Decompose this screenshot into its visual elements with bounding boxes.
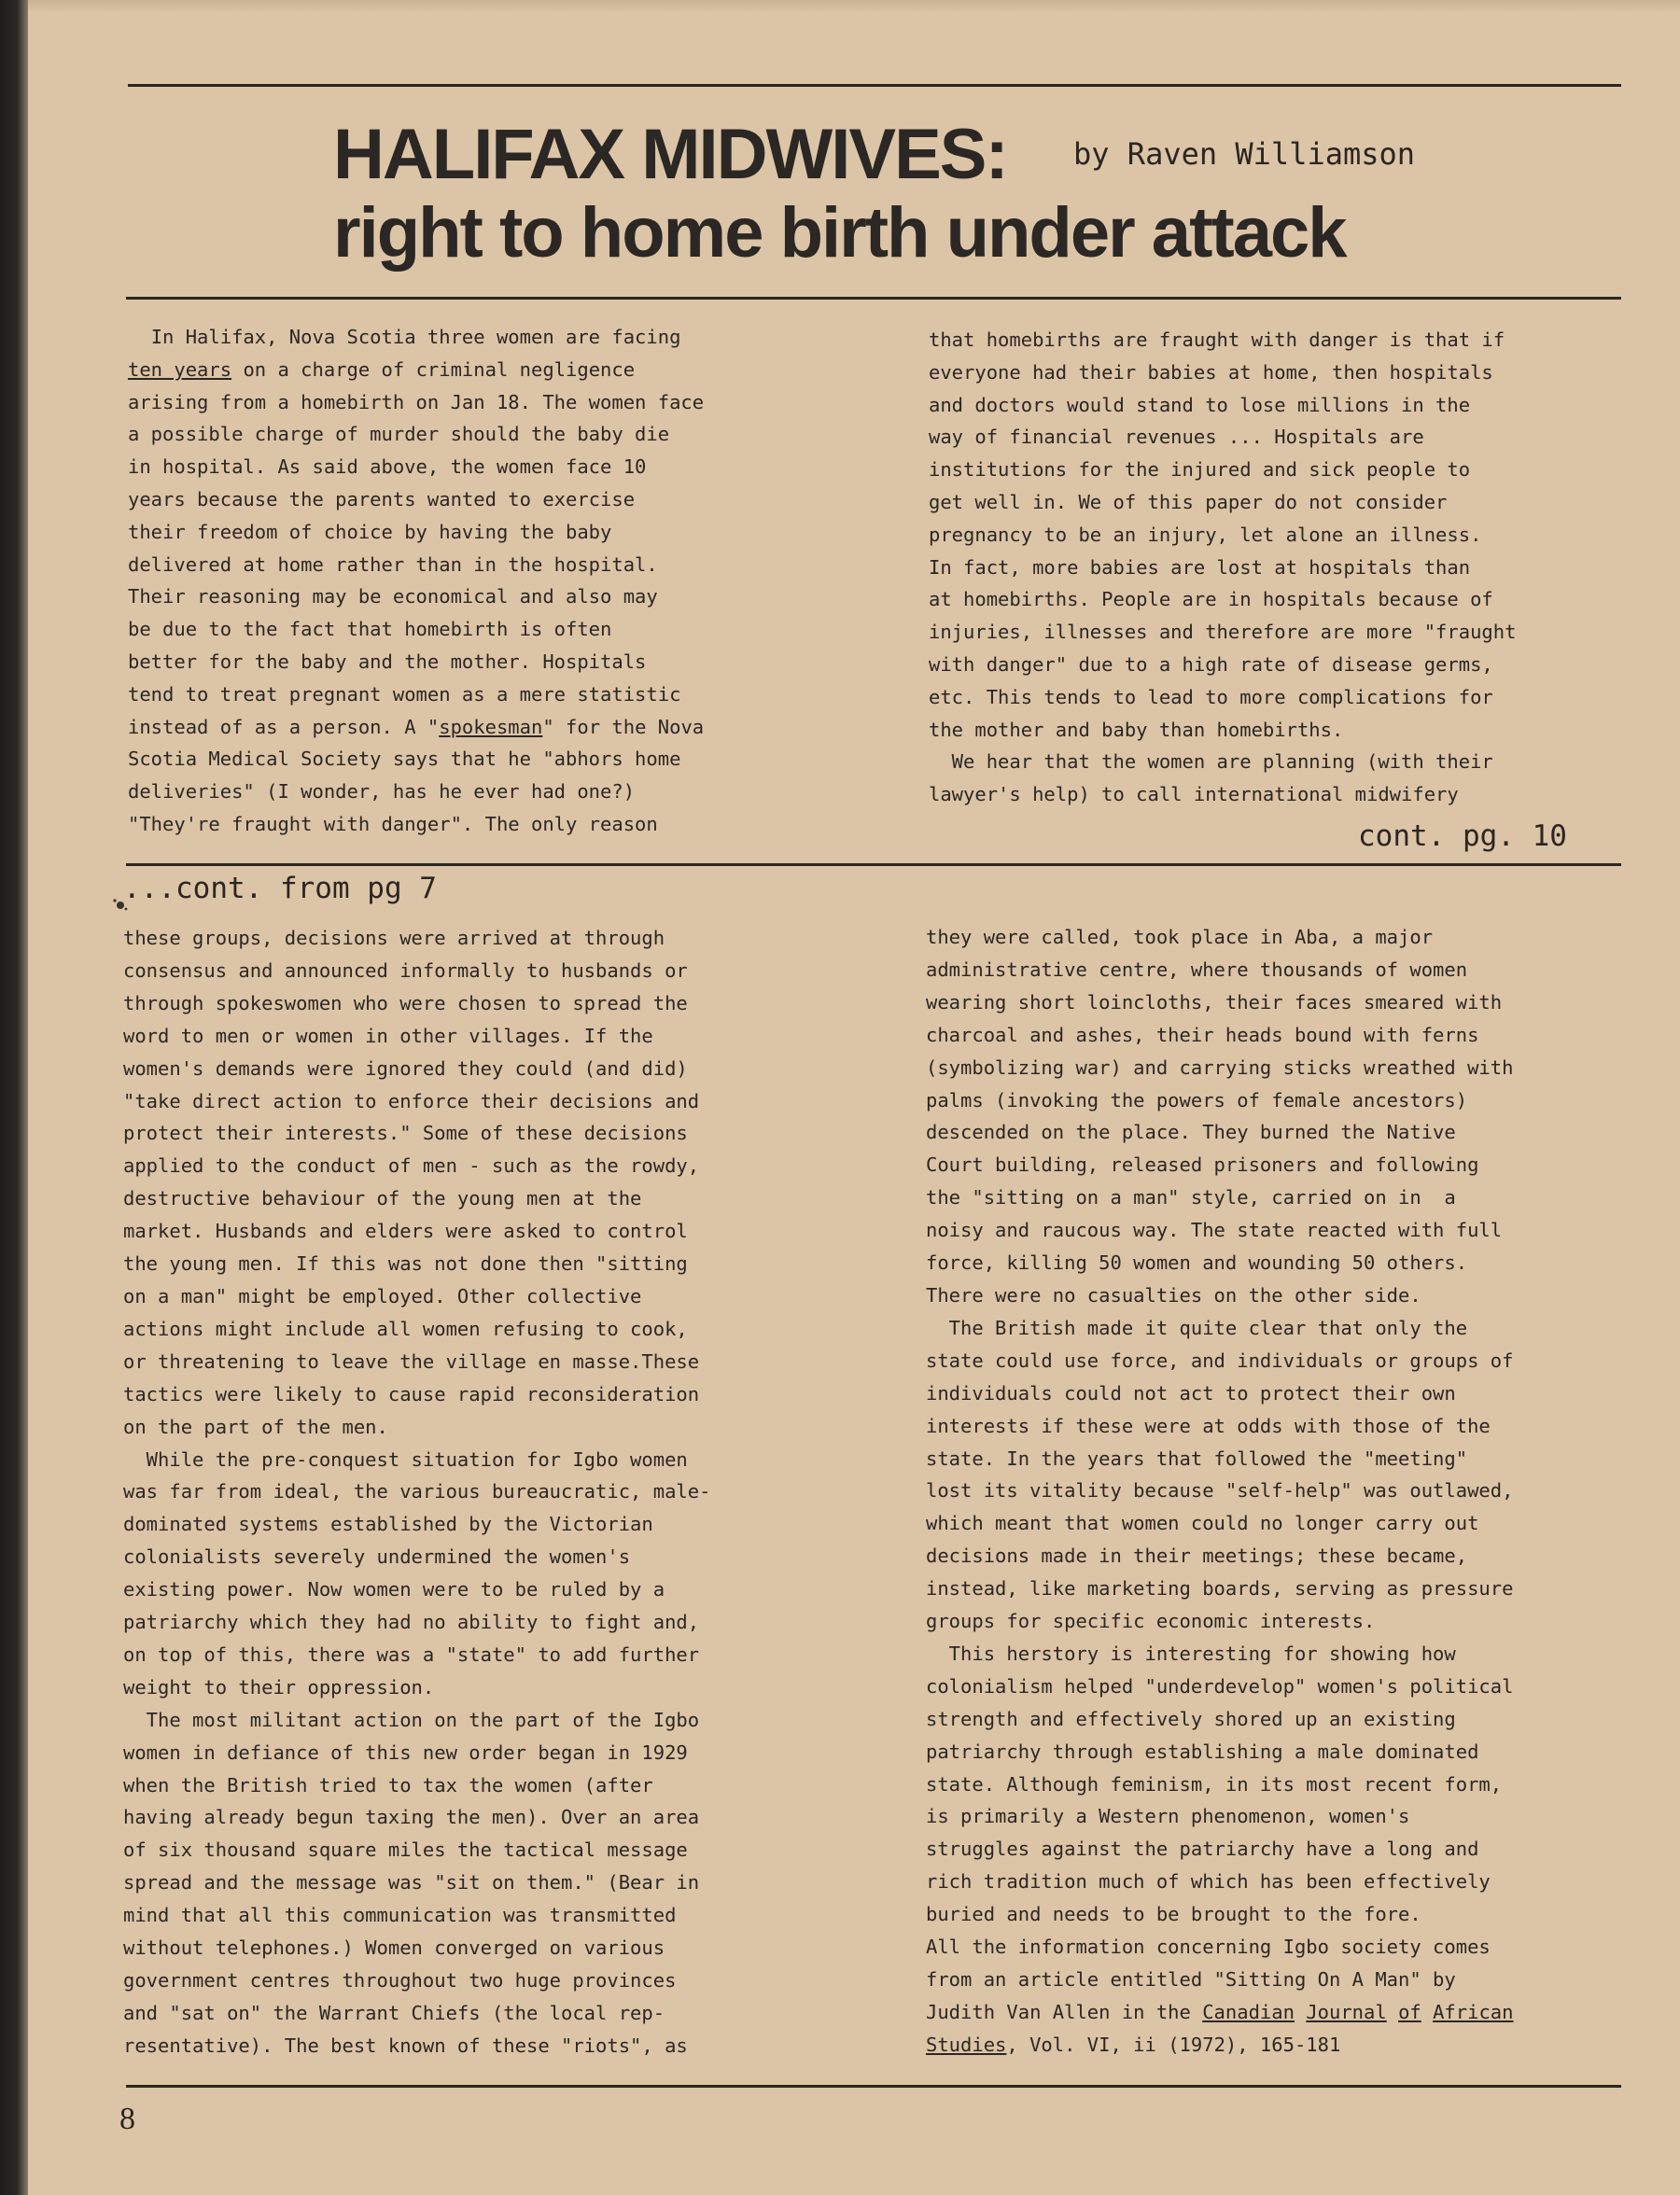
text-line: destructive behaviour of the young men at the xyxy=(123,1187,642,1210)
text-line: from an article entitled "Sitting On A Man" by xyxy=(926,1968,1456,1991)
text-line: deliveries" (I wonder, has he ever had one?) xyxy=(128,780,636,804)
citation-journal-word: Studies xyxy=(926,2033,1007,2056)
text-line: at homebirths. People are in hospitals because of xyxy=(929,588,1493,611)
text-line: in hospital. As said above, the women face 10 xyxy=(128,455,647,479)
text-line: interests if these were at odds with those of the xyxy=(926,1414,1491,1437)
article-divider-rule xyxy=(126,863,1621,866)
text-line: actions might include all women refusing to cook, xyxy=(123,1317,688,1340)
text-line: and "sat on" the Warrant Chiefs (the local rep- xyxy=(123,2001,665,2024)
underlined-ten-years: ten years xyxy=(128,357,232,381)
text-line: strength and effectively shored up an existing xyxy=(926,1707,1456,1730)
text-line: and doctors would stand to lose millions in the xyxy=(929,393,1471,416)
text-line: Court building, released prisoners and following xyxy=(926,1153,1479,1177)
text-line: without telephones.) Women converged on various xyxy=(123,1936,665,1960)
headline-line-1: HALIFAX MIDWIVES: xyxy=(333,115,1007,194)
text-line: patriarchy through establishing a male dominated xyxy=(926,1740,1479,1763)
text-line: when the British tried to tax the women (after xyxy=(123,1773,653,1797)
text-line: dominated systems established by the Victorian xyxy=(123,1513,653,1536)
text-line: patriarchy which they had no ability to fight and, xyxy=(123,1611,700,1634)
text-line: on top of this, there was a "state" to add further xyxy=(123,1643,700,1666)
text-line: mind that all this communication was transmitted xyxy=(123,1904,677,1927)
text-line: the mother and baby than homebirths. xyxy=(929,718,1344,741)
text-line: through spokeswomen who were chosen to spread the xyxy=(123,991,688,1014)
text-line: administrative centre, where thousands of women xyxy=(926,958,1468,981)
text-line: institutions for the injured and sick people to xyxy=(929,458,1471,482)
text-line: While the pre-conquest situation for Igbo women xyxy=(123,1447,688,1471)
citation-journal-word: African xyxy=(1433,2000,1514,2023)
headline-line-2: right to home birth under attack xyxy=(333,193,1346,273)
citation-journal-word: of xyxy=(1398,2000,1421,2023)
text-line: Scotia Medical Society says that he "abhors home xyxy=(128,748,681,771)
text-line: palms (invoking the powers of female ancestors) xyxy=(926,1088,1468,1111)
text-line: government centres throughout two huge provinces xyxy=(123,1969,677,1992)
text-line: In Halifax, Nova Scotia three women are facing xyxy=(150,326,681,348)
text-line: pregnancy to be an injury, let alone an illness. xyxy=(929,523,1482,546)
text-line: weight to their oppression. xyxy=(123,1675,435,1699)
text-line: with danger" due to a high rate of disease germs, xyxy=(929,652,1493,676)
headline-rule xyxy=(126,297,1621,300)
text-line: "They're fraught with danger". The only reason xyxy=(128,812,658,835)
text-line: get well in. We of this paper do not consider xyxy=(929,490,1448,513)
text-line: they were called, took place in Aba, a major xyxy=(926,926,1434,948)
citation-journal-word: Canadian xyxy=(1202,2000,1295,2023)
text-line: rich tradition much of which has been effectively xyxy=(926,1870,1491,1894)
text-line: on the part of the men. xyxy=(123,1415,388,1438)
text-line: having already begun taxing the men). Over an area xyxy=(123,1806,700,1829)
text-line: In fact, more babies are lost at hospitals than xyxy=(929,555,1471,579)
text-line: a possible charge of murder should the baby die xyxy=(128,423,670,446)
text-line: consensus and announced informally to husbands or xyxy=(123,958,688,982)
text-line: decisions made in their meetings; these became, xyxy=(926,1545,1468,1568)
text-line: women in defiance of this new order began in 1929 xyxy=(123,1741,688,1764)
text-line: "take direct action to enforce their decisions and xyxy=(123,1089,700,1112)
text-line: The most militant action on the part of the Igbo xyxy=(123,1708,700,1731)
text-line: descended on the place. They burned the Native xyxy=(926,1121,1456,1144)
continued-from-label: ...cont. from pg 7 xyxy=(123,872,437,905)
continued-to-label: cont. pg. 10 xyxy=(1358,819,1567,853)
article1-column-1 xyxy=(128,321,704,841)
text-line: instead, like marketing boards, serving as pressure xyxy=(926,1577,1514,1601)
text-line: wearing short loincloths, their faces smeared with xyxy=(926,990,1503,1014)
text-line: protect their interests." Some of these decisions xyxy=(123,1122,688,1145)
text-line: The British made it quite clear that only the xyxy=(926,1316,1468,1339)
text-line: these groups, decisions were arrived at through xyxy=(123,927,665,949)
text-line: groups for specific economic interests. xyxy=(926,1610,1376,1633)
article1-column-2 xyxy=(929,324,1516,811)
text-line: tend to treat pregnant women as a mere statistic xyxy=(128,682,681,706)
text-line: individuals could not act to protect their own xyxy=(926,1381,1456,1405)
text-line: was far from ideal, the various bureaucratic, male- xyxy=(123,1480,711,1503)
text-line: charcoal and ashes, their heads bound with ferns xyxy=(926,1023,1479,1046)
text-line: way of financial revenues ... Hospitals are xyxy=(929,426,1424,449)
text-line: tactics were likely to cause rapid reconsideration xyxy=(123,1382,700,1405)
text-line: or threatening to leave the village en masse.These xyxy=(123,1349,700,1373)
text-line: colonialism helped "underdevelop" women's political xyxy=(926,1674,1514,1698)
text-line: lost its vitality because "self-help" was outlawed, xyxy=(926,1479,1514,1503)
page-number: 8 xyxy=(119,2102,135,2136)
text-line: better for the baby and the mother. Hospitals xyxy=(128,650,647,673)
text-line: everyone had their babies at home, then hospitals xyxy=(929,360,1493,384)
text-line: state could use force, and individuals or groups of xyxy=(926,1349,1514,1372)
text-line: state. Although feminism, in its most recent form, xyxy=(926,1772,1503,1796)
text-line: arising from a homebirth on Jan 18. The women face xyxy=(128,390,705,413)
text-line: resentative). The best known of these "riots", as xyxy=(123,2034,688,2057)
text-line: etc. This tends to lead to more complications for xyxy=(929,685,1493,708)
citation-journal-word: Journal xyxy=(1306,2000,1387,2023)
text-line: instead of as a person. A "spokesman" for the Nova xyxy=(128,715,705,738)
top-rule xyxy=(128,84,1621,87)
text-line: state. In the years that followed the "meeting" xyxy=(926,1447,1468,1470)
footer-rule xyxy=(126,2085,1621,2088)
text-line: We hear that the women are planning (with their xyxy=(929,750,1493,774)
article2-column-2 xyxy=(926,921,1514,2062)
text-line: There were no casualties on the other side. xyxy=(926,1283,1421,1307)
text-line: the "sitting on a man" style, carried on in a xyxy=(926,1186,1456,1209)
text-line: lawyer's help) to call international midwifery xyxy=(929,783,1459,806)
text-line: All the information concerning Igbo society comes xyxy=(926,1936,1491,1959)
page-top-edge xyxy=(28,0,1680,13)
text-line: struggles against the patriarchy have a long and xyxy=(926,1838,1479,1861)
text-line: injuries, illnesses and therefore are more "fraught xyxy=(929,621,1517,644)
text-line: force, killing 50 women and wounding 50 others. xyxy=(926,1251,1468,1275)
text-line: delivered at home rather than in the hospital. xyxy=(128,552,658,576)
text-line: buried and needs to be brought to the fore. xyxy=(926,1903,1421,1926)
text-line: their freedom of choice by having the baby xyxy=(128,520,612,543)
text-line: This herstory is interesting for showing how xyxy=(926,1642,1456,1665)
text-line: years because the parents wanted to exercise xyxy=(128,487,636,510)
text-line: which meant that women could no longer carry out xyxy=(926,1512,1479,1535)
text-line: Their reasoning may be economical and also may xyxy=(128,585,658,608)
text-line: on a man" might be employed. Other collective xyxy=(123,1284,642,1307)
text-line: ten years on a charge of criminal negligence xyxy=(128,357,636,381)
text-line: that homebirths are fraught with danger is that if xyxy=(929,329,1505,351)
text-line: existing power. Now women were to be ruled by a xyxy=(123,1578,665,1601)
underlined-spokesman: spokesman xyxy=(439,715,543,738)
text-line: applied to the conduct of men - such as the rowdy, xyxy=(123,1154,700,1178)
article2-column-1 xyxy=(123,922,710,2062)
text-line: market. Husbands and elders were asked to control xyxy=(123,1220,688,1243)
text-line: the young men. If this was not done then "sitting xyxy=(123,1252,688,1276)
text-line: colonialists severely undermined the women's xyxy=(123,1545,631,1569)
text-line: be due to the fact that homebirth is often xyxy=(128,618,612,641)
text-line: word to men or women in other villages. If the xyxy=(123,1024,653,1047)
text-line: women's demands were ignored they could (and did) xyxy=(123,1056,688,1080)
citation-line: Studies, Vol. VI, ii (1972), 165-181 xyxy=(926,2033,1341,2056)
text-line: spread and the message was "sit on them." (Bear in xyxy=(123,1871,700,1894)
text-line: is primarily a Western phenomenon, women's xyxy=(926,1805,1410,1828)
text-line: (symbolizing war) and carrying sticks wreathed with xyxy=(926,1056,1514,1079)
page-edge-shadow xyxy=(0,0,28,2195)
text-line: of six thousand square miles the tactical message xyxy=(123,1838,688,1862)
byline: by Raven Williamson xyxy=(1073,136,1416,172)
text-line: noisy and raucous way. The state reacted with full xyxy=(926,1219,1503,1242)
citation-line: Judith Van Allen in the Canadian Journal of African xyxy=(926,2000,1514,2023)
